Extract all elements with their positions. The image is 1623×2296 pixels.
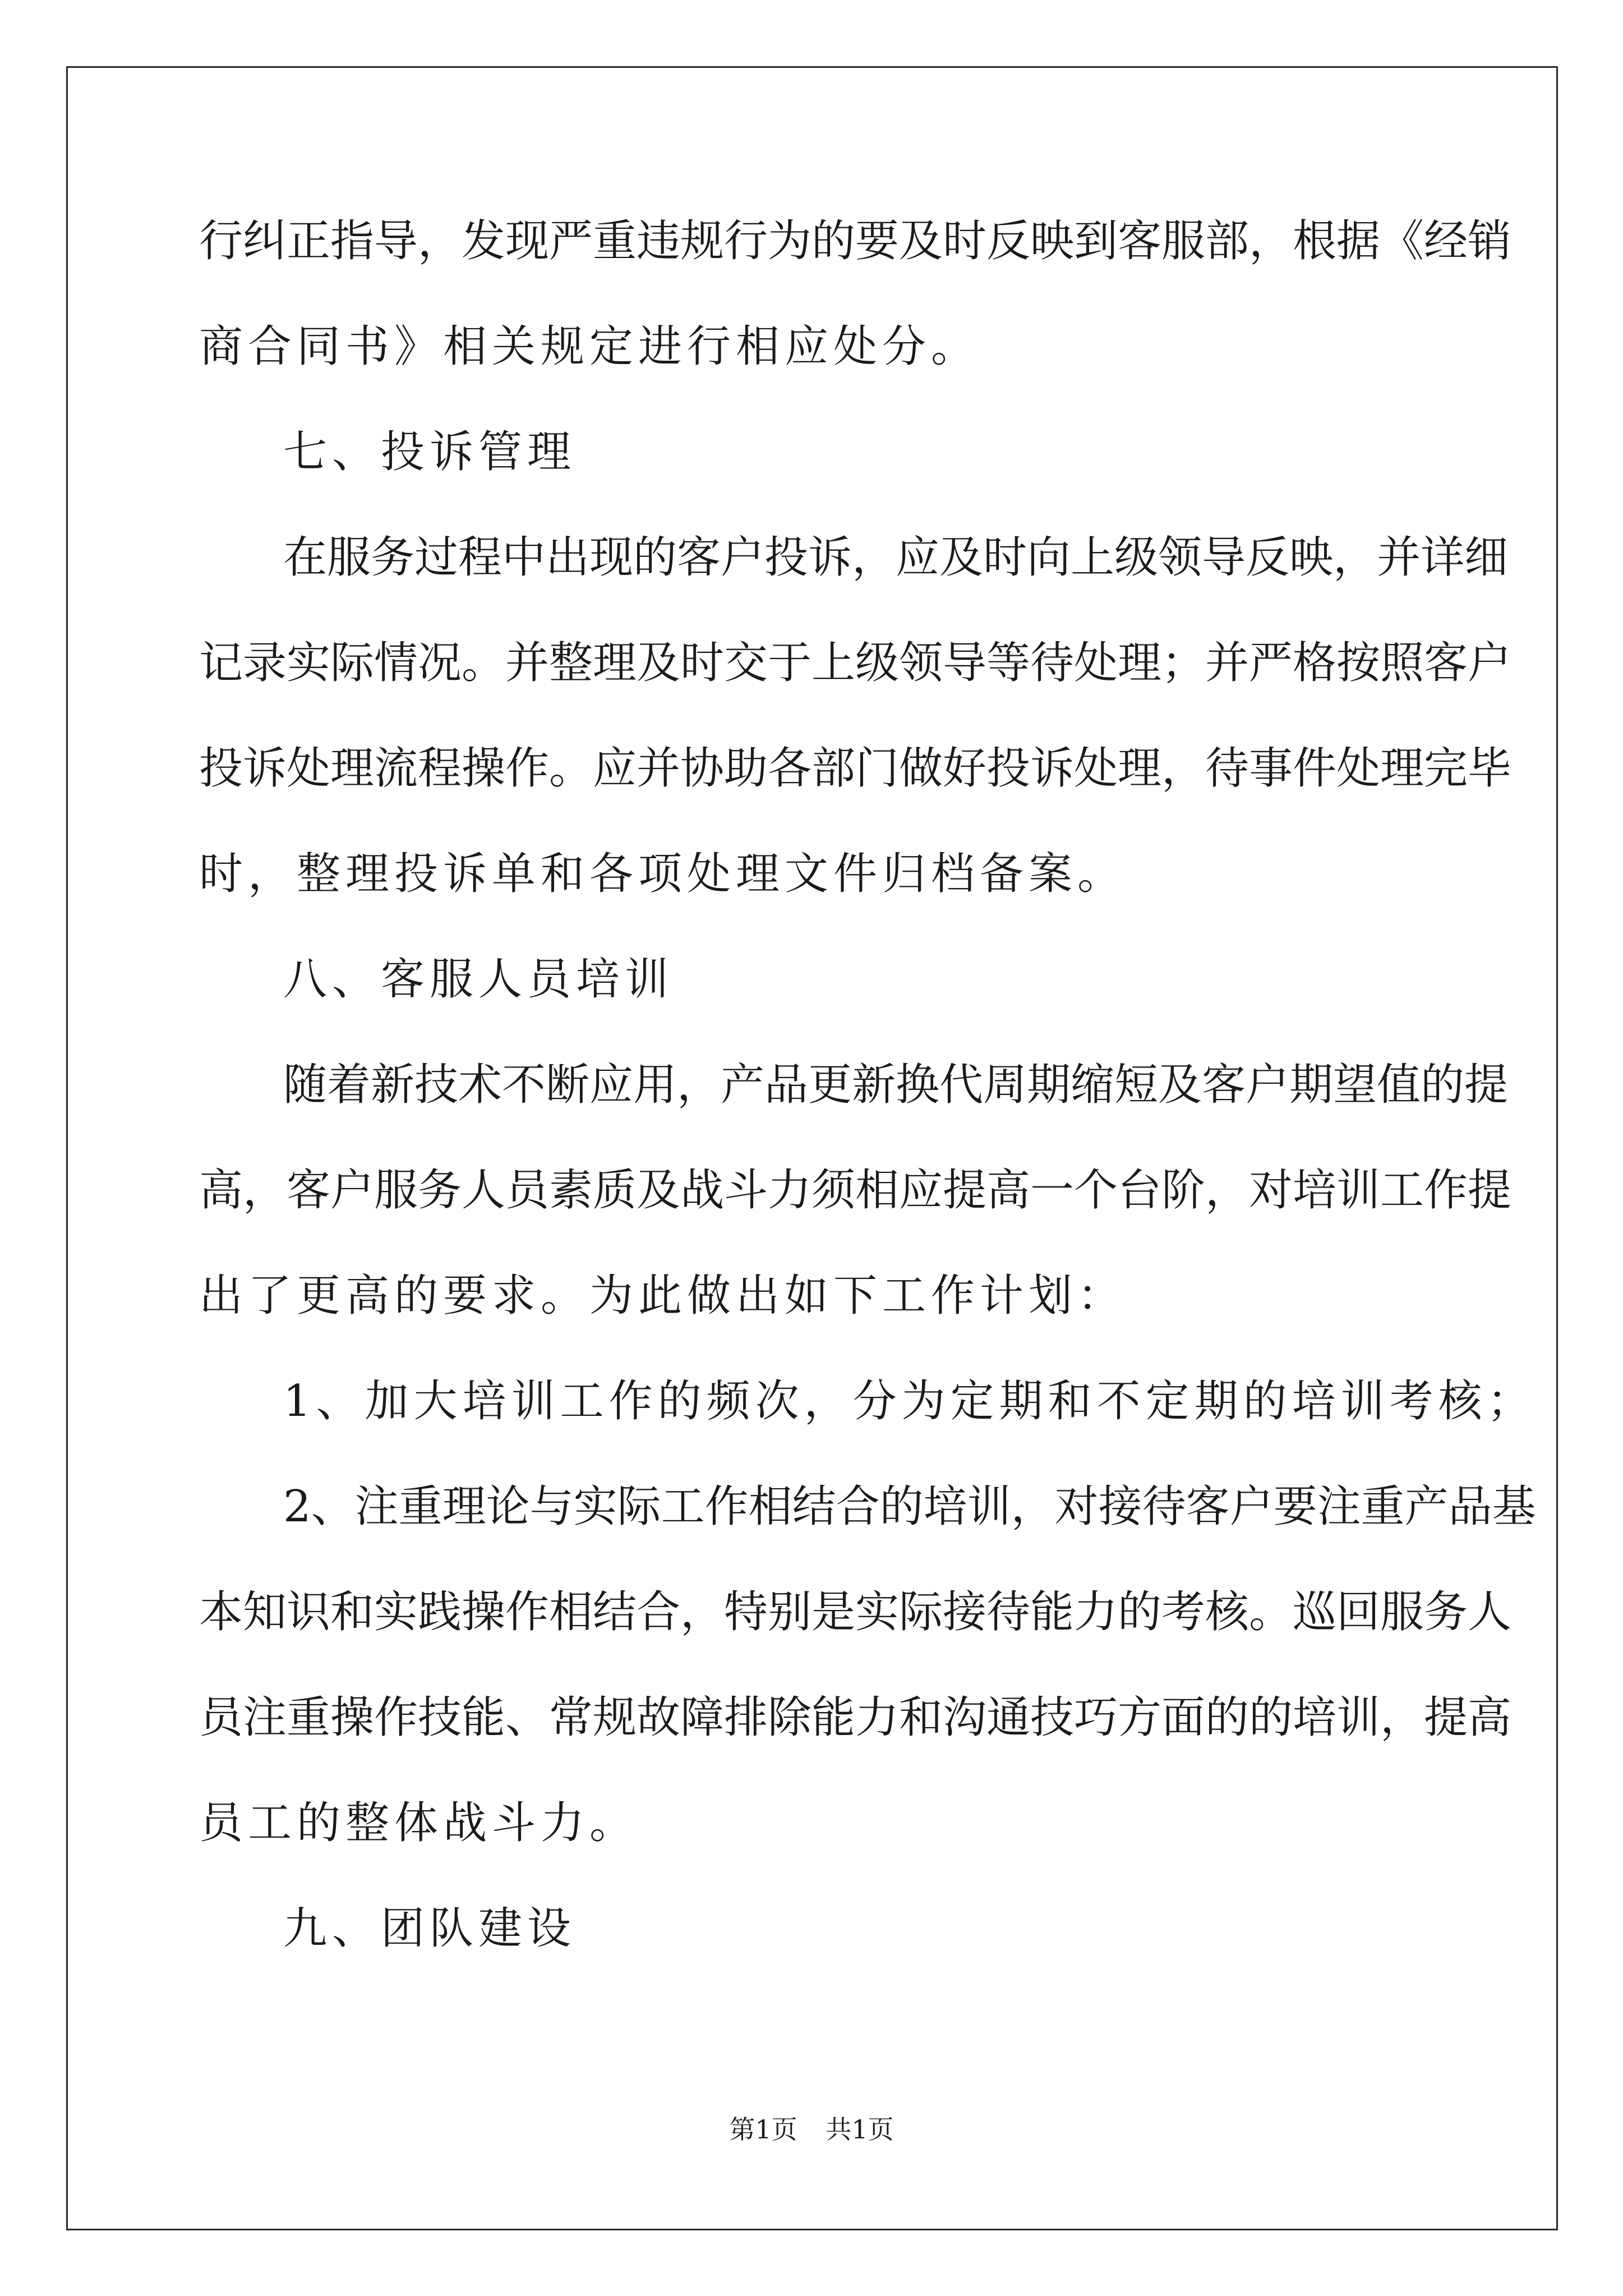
- paragraph-line: 高，客户服务人员素质及战斗力须相应提高一个台阶，对培训工作提: [199, 1165, 1512, 1216]
- paragraph-line: 行纠正指导，发现严重违规行为的要及时反映到客服部，根据《经销: [199, 216, 1512, 266]
- page-number-current: 第1页: [729, 2114, 797, 2145]
- paragraph-line: 记录实际情况。并整理及时交于上级领导等待处理；并严格按照客户: [199, 638, 1512, 688]
- paragraph-line: 商合同书》相关规定进行相应处分。: [199, 321, 980, 372]
- paragraph-line: 员注重操作技能、常规故障排除能力和沟通技巧方面的的培训，提高: [199, 1692, 1512, 1743]
- paragraph-line: 员工的整体战斗力。: [199, 1798, 639, 1848]
- section-heading: 七、投诉管理: [283, 427, 577, 477]
- section-heading: 九、团队建设: [283, 1903, 577, 1954]
- paragraph-line: 本知识和实践操作相结合，特别是实际接待能力的考核。巡回服务人: [199, 1587, 1512, 1637]
- paragraph-line: 时，整理投诉单和各项处理文件归档备案。: [199, 849, 1127, 899]
- list-item: 1、加大培训工作的频次，分为定期和不定期的培训考核；: [283, 1376, 1536, 1427]
- section-heading: 八、客服人员培训: [283, 954, 674, 1005]
- page-footer: [0, 2114, 1623, 2145]
- list-item: 2、注重理论与实际工作相结合的培训，对接待客户要注重产品基: [283, 1481, 1536, 1532]
- paragraph-line: 出了更高的要求。为此做出如下工作计划：: [199, 1271, 1127, 1321]
- paragraph-line: 投诉处理流程操作。应并协助各部门做好投诉处理，待事件处理完毕: [199, 743, 1512, 794]
- paragraph-line: 在服务过程中出现的客户投诉，应及时向上级领导反映，并详细: [283, 532, 1509, 583]
- page-number-total: 共1页: [826, 2114, 894, 2145]
- paragraph-line: 随着新技术不断应用，产品更新换代周期缩短及客户期望值的提: [283, 1060, 1509, 1110]
